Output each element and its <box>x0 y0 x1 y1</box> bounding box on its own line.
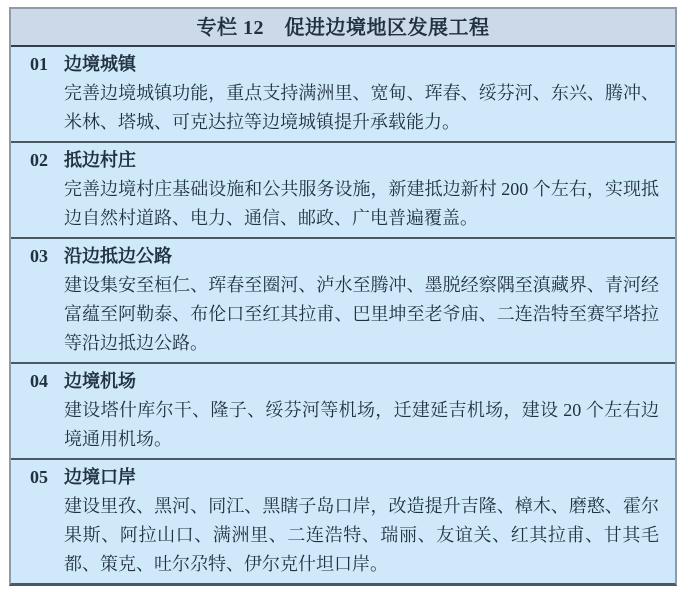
section-header <box>30 146 659 175</box>
section-number: 04 <box>30 371 48 391</box>
section-04 <box>11 364 675 460</box>
section-body: 建设里孜、黑河、同江、黑瞎子岛口岸，改造提升吉隆、樟木、磨憨、霍尔果斯、阿拉山口、满洲里、二连浩特、瑞丽、友谊关、红其拉甫、甘其毛都、策克、吐尔尕特、伊尔克什坦口岸。 <box>64 496 659 574</box>
section-heading: 边境机场 <box>64 371 136 391</box>
section-number: 05 <box>30 467 48 487</box>
panel-title: 专栏 12 促进边境地区发展工程 <box>11 9 675 47</box>
section-header <box>30 242 659 271</box>
section-03 <box>11 239 675 364</box>
section-heading: 抵边村庄 <box>64 150 136 170</box>
section-heading: 边境口岸 <box>64 467 136 487</box>
policy-box-panel <box>9 7 677 586</box>
section-body: 建设塔什库尔干、隆子、绥芬河等机场，迁建延吉机场，建设 20 个左右边境通用机场。 <box>64 400 659 449</box>
section-header <box>30 463 659 492</box>
section-heading: 边境城镇 <box>64 54 136 74</box>
section-01 <box>11 47 675 143</box>
section-body: 建设集安至桓仁、珲春至圈河、泸水至腾冲、墨脱经察隅至滇藏界、青河经富蕴至阿勒泰、布伦口至红其拉甫、巴里坤至老爷庙、二连浩特至赛罕塔拉等沿边抵边公路。 <box>64 275 659 353</box>
section-05 <box>11 460 675 583</box>
section-header <box>30 367 659 396</box>
section-number: 01 <box>30 54 48 74</box>
section-number: 02 <box>30 150 48 170</box>
section-body: 完善边境城镇功能，重点支持满洲里、宽甸、珲春、绥芬河、东兴、腾冲、米林、塔城、可克达拉等边境城镇提升承载能力。 <box>64 83 659 132</box>
section-02 <box>11 143 675 239</box>
section-header <box>30 50 659 79</box>
section-heading: 沿边抵边公路 <box>64 246 172 266</box>
section-body: 完善边境村庄基础设施和公共服务设施，新建抵边新村 200 个左右，实现抵边自然村道路、电力、通信、邮政、广电普遍覆盖。 <box>64 179 659 228</box>
section-number: 03 <box>30 246 48 266</box>
